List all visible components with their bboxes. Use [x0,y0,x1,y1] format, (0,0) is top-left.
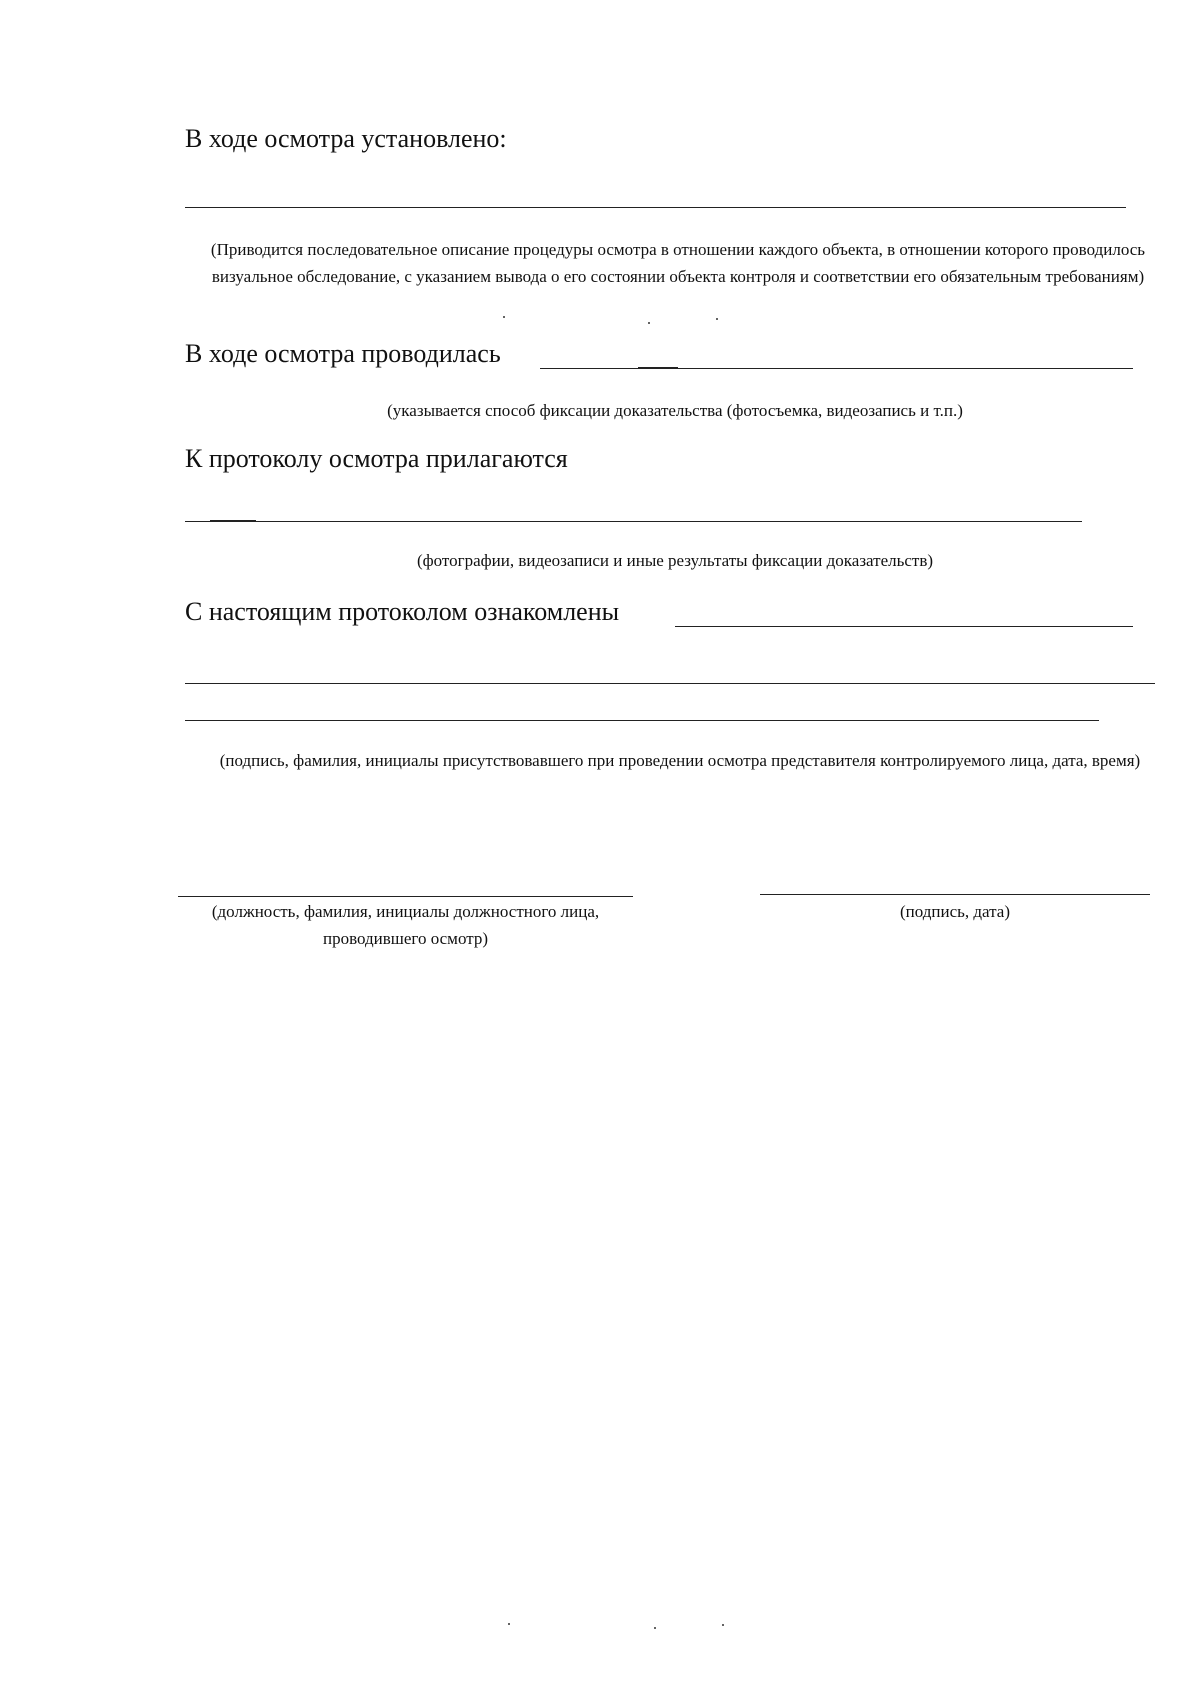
scan-speck [508,1623,510,1625]
scan-speck [716,318,718,320]
line-mark [210,520,256,522]
scan-speck [648,322,650,324]
attached-fill-line [185,521,1082,522]
acquainted-heading: С настоящим протоколом ознакомлены [185,597,620,626]
official-note: (должность, фамилия, инициалы должностного лица, проводившего осмотр) [211,902,600,948]
acquainted-line-3 [185,720,1099,721]
signature-note: (подпись, дата) [899,902,1010,921]
attached-heading: К протоколу осмотра прилагаются [185,444,568,473]
attached-note: (фотографии, видеозаписи и иные результаты фиксации доказательств) [416,551,934,570]
conducted-note: (указывается способ фиксации доказательства (фотосъемка, видеозапись и т.п.) [387,401,963,420]
acquainted-fill-line [675,626,1133,627]
acquainted-line-2 [185,683,1155,684]
scan-speck [722,1624,724,1626]
conducted-heading: В ходе осмотра проводилась [185,339,501,368]
conducted-fill-line [540,368,1133,369]
line-mark [638,367,678,369]
established-fill-line [185,207,1126,208]
established-heading: В ходе осмотра установлено: [185,124,507,153]
scan-speck [654,1627,656,1629]
acquainted-note: (подпись, фамилия, инициалы присутствовавшего при проведении осмотра представителя контролируемого лица, дата, время) [219,751,1141,770]
established-note: (Приводится последовательное описание процедуры осмотра в отношении каждого объекта, в отношении которого проводилось визуальное обследование, с указанием вывода о его состоянии объекта контроля и соответствии его обязательным требованиям) [210,240,1146,286]
official-signature-line [178,896,633,897]
scan-speck [503,316,505,318]
signature-line [760,894,1150,895]
